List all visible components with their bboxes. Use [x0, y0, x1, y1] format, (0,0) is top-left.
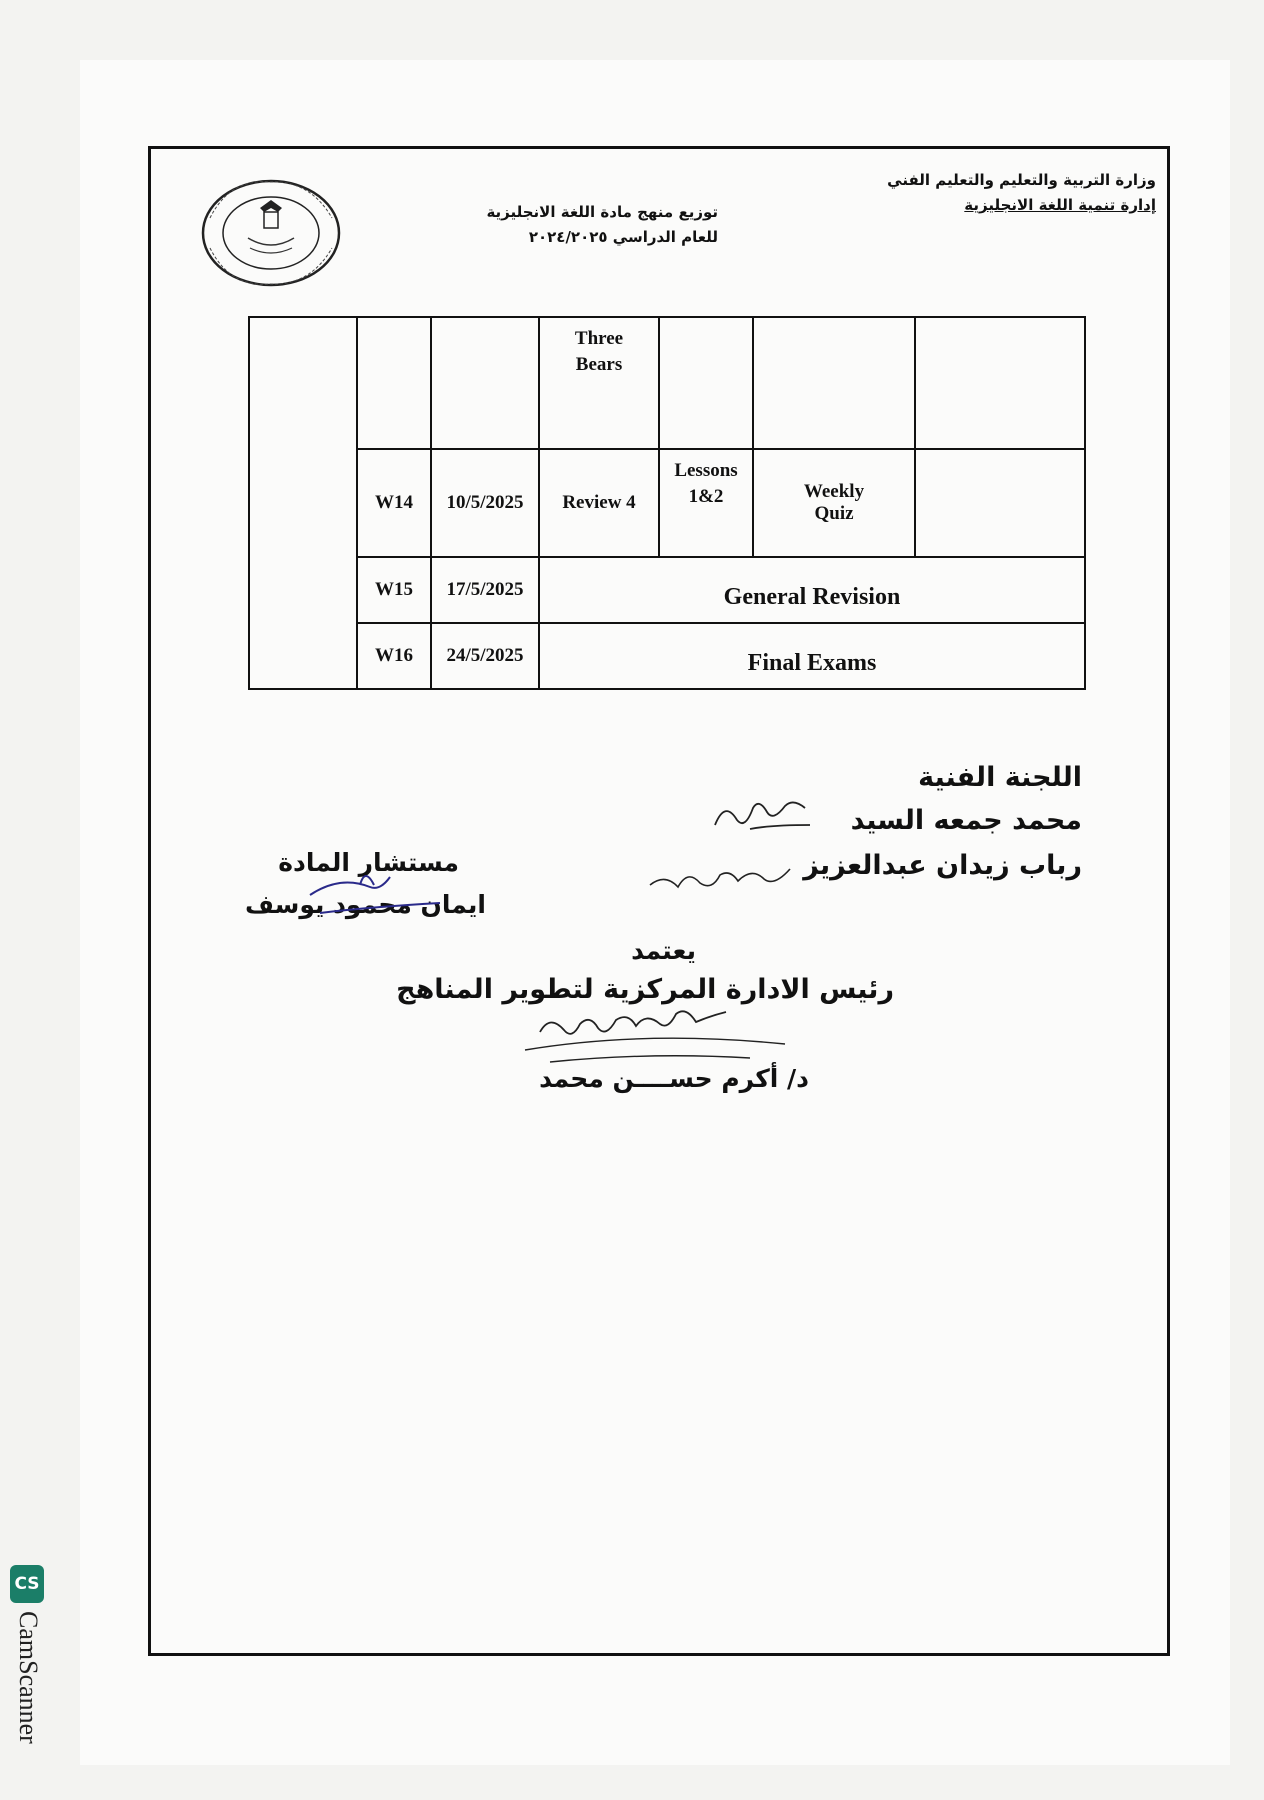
table-row	[249, 623, 1085, 689]
table-cell	[357, 317, 431, 449]
table-cell	[659, 317, 753, 449]
camscanner-logo: CS	[10, 1565, 44, 1603]
week-cell: W16	[357, 623, 431, 689]
header-ministry-block	[887, 168, 1156, 218]
ministry-seal-icon	[200, 178, 342, 288]
committee-member-1: محمد جمعه السيد	[850, 805, 1082, 836]
approval-label: يعتمد	[631, 936, 696, 965]
assessment-cell: Weekly Quiz	[753, 449, 915, 557]
lessons-cell: Lessons 1&2	[659, 449, 753, 557]
week-cell: W15	[357, 557, 431, 623]
date-cell: 24/5/2025	[431, 623, 539, 689]
advisor-title: مستشار المادة	[278, 848, 459, 877]
curriculum-table	[248, 316, 1086, 690]
committee-member-2: رباب زيدان عبدالعزيز	[803, 850, 1082, 881]
signature-approval-icon	[520, 1010, 800, 1065]
approval-name: د/ أكرم حســــن محمد	[539, 1064, 809, 1093]
lesson-cell: Three Bears	[539, 317, 659, 449]
table-cell	[431, 317, 539, 449]
ministry-name: وزارة التربية والتعليم والتعليم الفني	[887, 171, 1156, 189]
week-cell: W14	[357, 449, 431, 557]
table-cell	[753, 317, 915, 449]
doc-title: توزيع منهج مادة اللغة الانجليزية	[486, 203, 718, 221]
signature-2-icon	[645, 850, 805, 895]
general-revision-cell: General Revision	[539, 557, 1085, 623]
table-row	[249, 557, 1085, 623]
table-cell	[915, 317, 1085, 449]
lesson-cell: Review 4	[539, 449, 659, 557]
date-cell: 17/5/2025	[431, 557, 539, 623]
signature-1-icon	[710, 795, 820, 835]
header-title-block	[478, 200, 718, 250]
camscanner-text: CamScanner	[14, 1611, 43, 1744]
signature-advisor-icon	[300, 855, 450, 915]
final-exams-cell: Final Exams	[539, 623, 1085, 689]
table-cell	[915, 449, 1085, 557]
committee-title: اللجنة الفنية	[918, 762, 1082, 793]
department-name: إدارة تنمية اللغة الانجليزية	[964, 196, 1156, 214]
table-row	[249, 317, 1085, 449]
date-cell: 10/5/2025	[431, 449, 539, 557]
approval-position: رئيس الادارة المركزية لتطوير المناهج	[396, 974, 894, 1005]
academic-year: للعام الدراسي ٢٠٢٤/٢٠٢٥	[528, 228, 718, 246]
camscanner-watermark	[10, 1565, 44, 1765]
advisor-name: ايمان محمود يوسف	[244, 890, 486, 919]
table-cell-left-blank	[249, 317, 357, 689]
table-row	[249, 449, 1085, 557]
